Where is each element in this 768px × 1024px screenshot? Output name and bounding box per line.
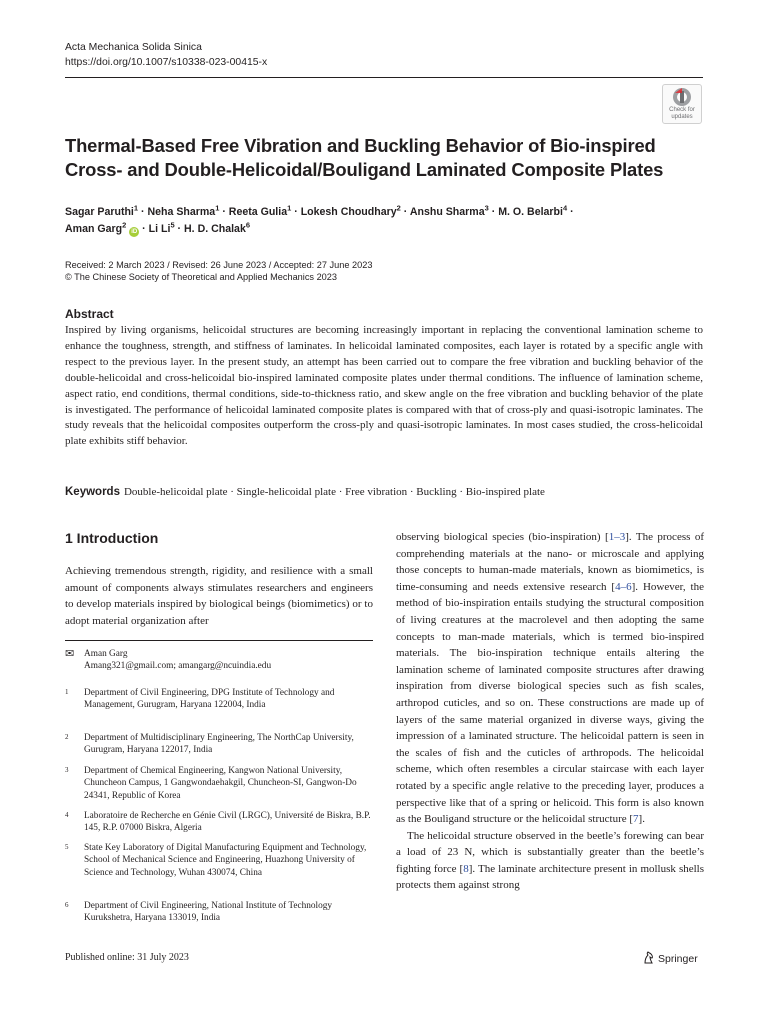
affiliation-number: 4 (65, 811, 69, 819)
abstract-heading: Abstract (65, 307, 114, 321)
author-name: H. D. Chalak (184, 223, 246, 235)
corresponding-author-email[interactable]: Amang321@gmail.com; amangarg@ncuindia.edu (84, 661, 272, 672)
affiliation-text: Department of Chemical Engineering, Kangwon National University, Chuncheon Campus, 1 Gangwondaehakgil, Chuncheon-SI, Gangwon-Do 24341, Republic of Korea (84, 766, 357, 801)
author-name: Anshu Sharma (409, 206, 485, 218)
copyright-notice: © The Chinese Society of Theoretical and Applied Mechanics 2023 (65, 271, 338, 282)
author-list (65, 204, 705, 238)
author-affiliation: 6 (245, 220, 251, 230)
citation-link[interactable]: 7 (633, 813, 639, 826)
affiliation-text: Department of Civil Engineering, DPG Institute of Technology and Management, Gurugram, Haryana 122004, India (84, 688, 335, 711)
history-dates: Received: 2 March 2023 / Revised: 26 June 2023 / Accepted: 27 June 2023 (65, 260, 373, 270)
author-line-1: Sagar Paruthi$^1$ · Neha Sharma$^1$ · Reeta Gulia$^1$ · Lokesh Choudhary$^2$ · Anshu Sharma$^3$ · M. O. Belarbi$^4$ · (65, 203, 574, 218)
check-badge-label-1: Check for (669, 107, 695, 113)
orcid-icon[interactable]: iD (131, 229, 138, 235)
affiliation-number: 2 (65, 733, 69, 741)
author-affiliation: 1 (133, 203, 139, 213)
paragraph: The helicoidal structure observed in the beetle’s forewing can bear a load of 23 N, which is substantially greater than the beetle’s fighting force [8]. The laminate architecture present in mollusk shells protects them against strong (396, 829, 704, 892)
author-name: Neha Sharma (147, 206, 216, 218)
springer-horse-icon (642, 951, 655, 964)
publisher-name: Springer (658, 953, 698, 965)
abstract-text: Inspired by living organisms, helicoidal structures are becoming increasingly important in replacing the conventional lamination scheme to enhance the toughness, strength, and stiffness of laminates. In helicoidal laminated composites, each layer is rotated by a specific angle with respect to the previous layer. In the present study, an attempt has been carried out to compare the free vibration and buckling behavior of the double-helicoidal and cross-helicoidal bio-inspired laminated composite plates under thermal conditions. The influence of lamination scheme, aspect ratio, end conditions, thermal conditions, side-to-thickness ratio, and skew angle on the free vibration and buckling behavior of the plate is investigated. The performance of helicoidal laminated composite plates is compared with that of cross-ply and quasi-isotropic laminates. The study reveals that the helicoidal composites outperform the cross-ply and quasi-isotropic laminates. In most cases studied, the cross-helicoidal plate exhibits stiff behavior. (65, 324, 703, 448)
title-line-1: Thermal-Based Free Vibration and Buckling Behavior of Bio-inspired (65, 135, 656, 156)
keywords-heading: Keywords (65, 486, 120, 498)
section-heading-introduction: 1 Introduction (65, 530, 159, 546)
footnote-divider (65, 640, 373, 641)
article-title (65, 134, 705, 182)
journal-header (65, 40, 267, 70)
keywords (65, 485, 705, 500)
author-affiliation: 1 (215, 203, 220, 213)
doi-link[interactable]: https://doi.org/10.1007/s10338-023-00415-x (65, 57, 268, 68)
corresponding-author-note (65, 648, 373, 673)
intro-right-column (396, 529, 704, 894)
paragraph: observing biological species (bio-inspiration) [1–3]. The process of comprehending materials at the nano- or microscale and applying those concepts to human-made materials, known as biomimetics, is time-consuming and needs extensive research [4–6]. However, the method of bio-inspiration entails studying the structural composition of living creatures at the macrolevel and then adopting the same concepts to man-made materials, which is termed bio-inspired materials. The bio-inspiration technique entails altering the lamination scheme of laminated composite structures after drawing inspiration from diverse biological species such as fish scales, arthropod cuticles, and so on. These constructions are made up of layers of the same material organized in diverse ways, giving the impression of a laminated structure. The helicoidal pattern is seen in the scales of fish and the cuticles of arthropods. The helicoidal scheme, which often resembles a circular staircase with each layer rotated by a specific angle relative to the preceding layer, produces a perspective like that of a spring or helicoid. This form is also known as the Bouligand structure or the helicoidal structure [7]. (396, 531, 704, 826)
envelope-icon: ✉ (65, 648, 75, 660)
author-name: Li Li (148, 223, 171, 235)
published-online-date: Published online: 31 July 2023 (65, 952, 189, 963)
citation-link[interactable]: 4–6 (615, 580, 632, 593)
author-affiliation: 2 (396, 203, 401, 213)
intro-left-column: Achieving tremendous strength, rigidity, and resilience with a small amount of components always stimulates researchers and engineers to develop materials inspired by biological beings (biomimetics) or to adopt material organization after (65, 565, 373, 627)
article-history (65, 260, 372, 283)
journal-name: Acta Mechanica Solida Sinica (65, 42, 202, 53)
author-name: Reeta Gulia (228, 206, 288, 218)
author-affiliation: 1 (287, 203, 292, 213)
author-line-2: Aman Garg$^2$ iD · Li $Li^5 \cdot H$. D. Chalak$^6$ (65, 220, 251, 235)
check-for-updates-icon (671, 87, 693, 107)
check-badge-label-2: updates (671, 113, 693, 120)
affiliation-note (65, 900, 373, 925)
corresponding-author-name: Aman Garg (84, 649, 128, 659)
affiliation-number: 6 (65, 901, 69, 909)
keywords-list: Double-helicoidal plate · Single-helicoidal plate · Free vibration · Buckling · Bio-inspired plate (123, 486, 545, 498)
affiliation-text: Laboratoire de Recherche en Génie Civil (LRGC), Université de Biskra, B.P. 145, R.P. 07000 Biskra, Algeria (84, 811, 371, 834)
author-name: Lokesh Choudhary (300, 206, 397, 218)
author-name: Sagar Paruthi (65, 206, 134, 218)
affiliation-number: 3 (65, 766, 69, 774)
author-affiliation: 2 (122, 220, 127, 230)
check-for-updates-badge[interactable] (662, 84, 702, 124)
affiliation-note (65, 687, 373, 712)
title-line-2: Cross- and Double-Helicoidal/Bouligand Laminated Composite Plates (65, 159, 664, 180)
affiliation-text: Department of Civil Engineering, National Institute of Technology Kurukshetra, Haryana 133019, India (84, 901, 333, 924)
header-divider (65, 77, 703, 78)
affiliation-number: 5 (65, 843, 69, 851)
springer-logo (642, 951, 698, 965)
author-affiliation: 5 (170, 220, 175, 230)
author-name: Aman Garg (65, 223, 123, 235)
citation-link[interactable]: 8 (463, 862, 469, 875)
affiliation-text: Department of Multidisciplinary Engineering, The NorthCap University, Gurugram, Haryana 122017, India (84, 733, 354, 756)
author-affiliation: 4 (562, 203, 568, 213)
author-name: M. O. Belarbi (498, 206, 563, 218)
affiliation-text: State Key Laboratory of Digital Manufacturing Equipment and Technology, School of Mechanical Science and Engineering, Huazhong University of Science and Technology, Wuhan 430074, China (84, 843, 367, 878)
affiliation-note (65, 732, 373, 757)
affiliation-number: 1 (65, 688, 69, 696)
affiliation-note (65, 765, 373, 802)
citation-link[interactable]: 1–3 (608, 531, 626, 543)
affiliation-note (65, 810, 373, 835)
author-affiliation: 3 (484, 203, 489, 213)
affiliation-note (65, 842, 373, 879)
